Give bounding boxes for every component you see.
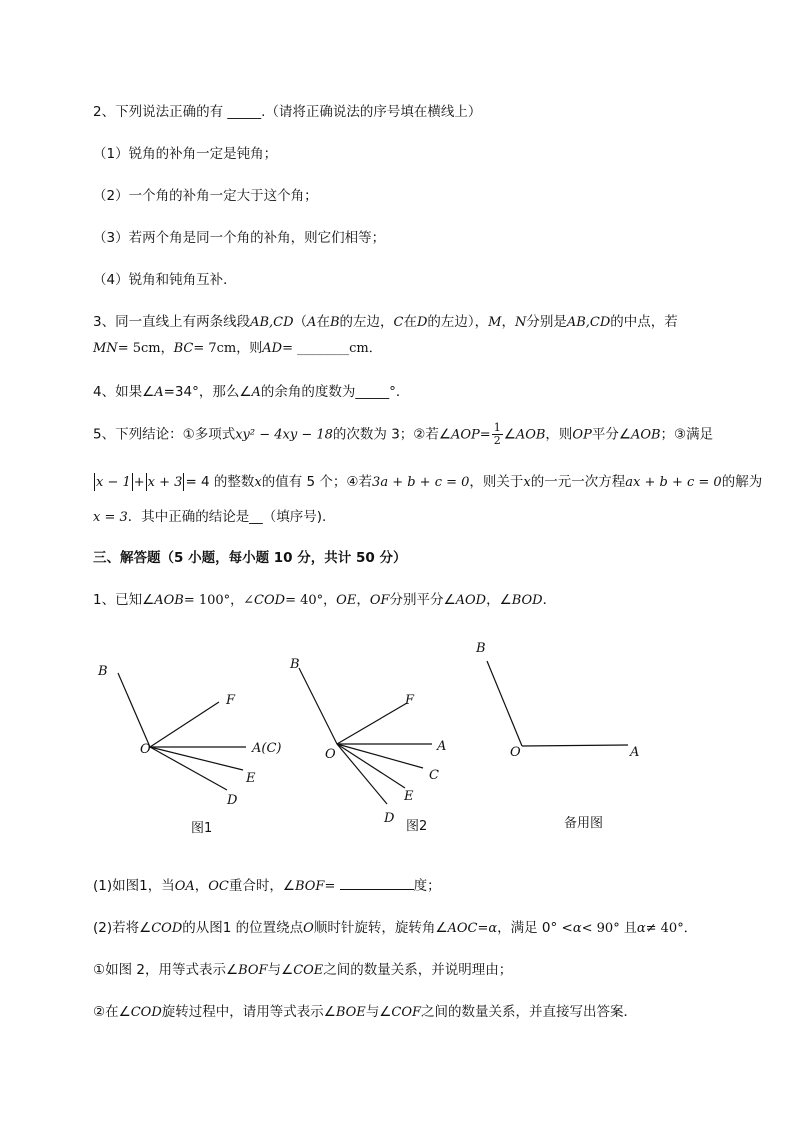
q2-item-3: （3）若两个角是同一个角的补角，则它们相等； xyxy=(93,230,386,246)
fig1-caption: 图1 xyxy=(191,821,213,836)
geometry-figures xyxy=(0,630,794,850)
q4-answer-blank[interactable]: 的余角的度数为_____°． xyxy=(260,384,410,400)
fig2-ray-of xyxy=(337,703,407,744)
fig2-caption: 图2 xyxy=(406,819,428,834)
fig1-label-b: B xyxy=(98,664,108,679)
abs-bar-icon xyxy=(146,473,147,491)
fig2-label-e: E xyxy=(404,789,414,804)
q2-answer-blank[interactable]: _____ xyxy=(227,104,262,120)
fig3-label-o: O xyxy=(510,745,521,760)
fig2-ray-od xyxy=(337,744,387,804)
q3-line-1: 3、同一直线上有两条线段AB,CD（A在B的左边，C在D的左边），M，N分别是AB,CD的中点，若 xyxy=(93,314,678,330)
q2-item-1: （1）锐角的补角一定是钝角； xyxy=(93,146,278,162)
fig2-label-c: C xyxy=(429,768,439,783)
q3-line-2: MN= 5cm，BC= 7cm，则AD= ________cm． xyxy=(93,341,382,356)
fig1-ray-of xyxy=(150,702,219,747)
q4-stem: 4、如果∠A=34°，那么∠A的余角的度数为_____°． xyxy=(93,384,410,400)
fig3-caption: 备用图 xyxy=(564,816,604,831)
sub-question-2b: ②在∠COD旋转过程中，请用等式表示∠BOE与∠COF之间的数量关系，并直接写出答案． xyxy=(93,1004,638,1020)
abs-bar-icon xyxy=(94,473,95,491)
q2-item-4: （4）锐角和钝角互补． xyxy=(93,272,237,288)
problem-1-stem: 1、已知∠AOB= 100°，∠COD= 40°，OE，OF分别平分∠AOD，∠BOD． xyxy=(93,592,557,608)
fig1-ray-od xyxy=(150,747,227,790)
fig2-ray-ob xyxy=(299,668,337,744)
fig2-ray-oe xyxy=(337,744,405,788)
section-heading: 三、解答题（5 小题，每小题 10 分，共计 50 分） xyxy=(93,550,407,566)
fig2-label-b: B xyxy=(290,657,300,672)
sub-question-1: (1)如图1，当OA，OC重合时，∠BOF= 度； xyxy=(93,878,441,894)
q2-item-2: （2）一个角的补角一定大于这个角； xyxy=(93,188,318,204)
fig1-label-d: D xyxy=(227,793,238,808)
fig1-label-e: E xyxy=(246,771,256,786)
q5-line-1: 5、下列结论：①多项式xy² − 4xy − 18的次数为 3；②若∠AOP= $\frac{1}{2}$ ∠AOB，则OP平分∠AOB；③满足 xyxy=(93,421,714,447)
fig1-ray-ob xyxy=(118,673,150,747)
fig3-label-b: B xyxy=(476,641,486,656)
abs-bar-icon xyxy=(132,473,133,491)
fig2-label-d: D xyxy=(384,811,395,826)
fig3-label-a: A xyxy=(630,745,640,760)
fig2-label-f: F xyxy=(405,693,415,708)
q5-line-3: x = 3．其中正确的结论是__（填序号). xyxy=(93,509,327,525)
fig1-label-f: F xyxy=(226,693,236,708)
q5-line-2: x − 1 + x + 3 = 4 的整数x的值有 5 个；④若3a + b + c = 0，则关于x的一元一次方程ax + b + c = 0的解为 xyxy=(96,474,763,490)
q3-answer-blank[interactable]: = ________cm． xyxy=(282,341,382,356)
sub1-answer-blank[interactable] xyxy=(340,877,414,890)
q5-answer-blank[interactable]: ．其中正确的结论是__（填序号). xyxy=(127,509,327,525)
fig1-label-ac: A(C) xyxy=(252,741,282,756)
fig1-ray-oe xyxy=(150,747,243,770)
fig3-ray-ob xyxy=(487,661,522,746)
one-half-fraction: $\frac{1}{2}$ xyxy=(493,421,501,447)
q2-stem: 2、下列说法正确的有 _____.（请将正确说法的序号填在横线上） xyxy=(93,104,482,120)
fig3-ray-oa xyxy=(522,745,628,746)
sub-question-2a: ①如图 2，用等式表示∠BOF与∠COE之间的数量关系，并说明理由； xyxy=(93,962,513,978)
sub-question-2: (2)若将∠COD的从图1 的位置绕点O顺时针旋转，旋转角∠AOC=α，满足 0° <α< 90° 且α≠ 40°． xyxy=(93,920,697,936)
fig2-ray-oc xyxy=(337,744,423,768)
fig2-label-o: O xyxy=(325,747,336,762)
fig1-label-o: O xyxy=(140,742,151,757)
fig2-label-a: A xyxy=(437,739,447,754)
